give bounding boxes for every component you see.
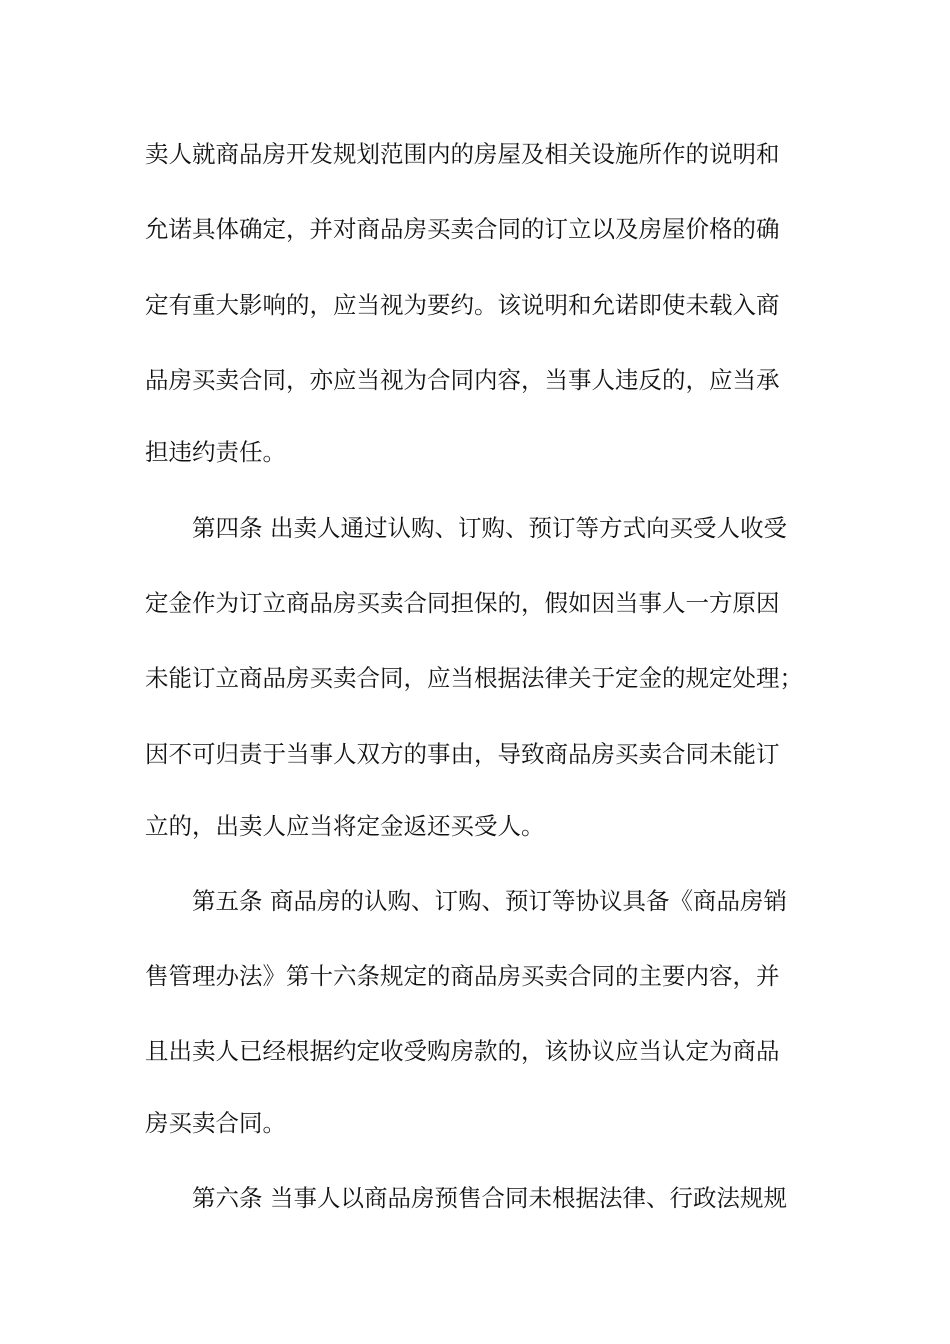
article-5-heading-line: 第五条 商品房的认购、订购、预订等协议具备《商品房销 xyxy=(192,887,787,915)
article-6-heading-line: 第六条 当事人以商品房预售合同未根据法律、行政法规规 xyxy=(192,1184,787,1212)
text-line: 卖人就商品房开发规划范围内的房屋及相关设施所作的说明和 xyxy=(145,140,780,168)
text-line: 未能订立商品房买卖合同，应当根据法律关于定金的规定处理； xyxy=(145,664,803,692)
text-line: 定有重大影响的，应当视为要约。该说明和允诺即使未载入商 xyxy=(145,291,780,319)
text-line: 允诺具体确定，并对商品房买卖合同的订立以及房屋价格的确 xyxy=(145,215,780,243)
text-line: 售管理办法》第十六条规定的商品房买卖合同的主要内容，并 xyxy=(145,962,780,990)
text-line: 担违约责任。 xyxy=(145,438,286,466)
text-line: 品房买卖合同，亦应当视为合同内容，当事人违反的，应当承 xyxy=(145,366,780,394)
article-4-heading-line: 第四条 出卖人通过认购、订购、预订等方式向买受人收受 xyxy=(192,514,787,542)
text-line: 且出卖人已经根据约定收受购房款的，该协议应当认定为商品 xyxy=(145,1037,780,1065)
text-line: 因不可归责于当事人双方的事由，导致商品房买卖合同未能订 xyxy=(145,740,780,768)
text-line: 立的，出卖人应当将定金返还买受人。 xyxy=(145,812,545,840)
text-line: 房买卖合同。 xyxy=(145,1109,286,1137)
text-line: 定金作为订立商品房买卖合同担保的，假如因当事人一方原因 xyxy=(145,589,780,617)
